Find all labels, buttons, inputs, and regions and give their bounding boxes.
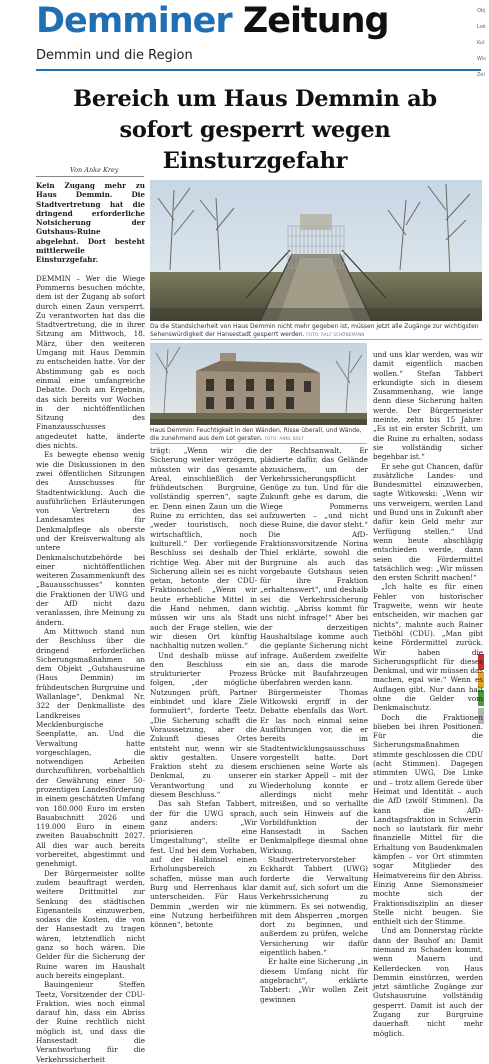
article-paragraph: Bürgermeister Thomas Witkowski ergriff in der Debatte ebenfalls das Wort. Er las noch einmal seine Ausführungen vor, die er bereits im Stadtentwicklungsausschuss vorgestellt hatte. Dort erschienen seine Worte als ein starker Appell – mit der Wiederholung konnte er allerdings nicht mehr mitreißen, und so verhallte auch sein Hinweis auf die Vorbildfunktion der Hansestadt in Sachen Denkmalpflege diesmal ohne Wirkung. bbox=[260, 687, 368, 855]
article-paragraph: Der Bürgermeister sollte zudem beauftragt werden, weitere Drittmittel zur Senkung des städtischen Eigenanteils einzuwerben, sodass die Kosten, die von der Hansestadt zu tragen wären, letztendlich nicht ganz so hoch wären. Die Gelder für die Sicherung der Ruine waren im Haushalt auch bereits eingeplant. bbox=[36, 868, 145, 980]
article-paragraph: trägt: „Wenn wir die Sicherung weiter verzögern, müssten wir das gesamte Areal, einschließlich der frühdeutschen Burgruine, vollständig sperren“, sagte er. Denn einen Zaun um die Ruine zu errichten, das sei „weder touristisch, noch wirtschaftlich, noch kulturell.“ Der vorliegende Beschluss sei deshalb der richtige Weg. Aber mit der Sicherung allein sei es nicht getan, betonte der CDU-Fraktionschef: „Wenn wir heute erhebliche Mittel in die Hand nehmen, dann müssen wir uns als Stadt auch der Frage stellen, wie wir diesen Ort künftig nachhaltig nutzen wollen.“ bbox=[150, 446, 257, 651]
ruin-photo-image bbox=[150, 343, 367, 425]
byline-rule bbox=[36, 176, 144, 177]
article-paragraph: Das sah Stefan Tabbert, der für die UWG sprach, ganz anders: „Wir priorisieren eine Umgestaltung“, stellte er fest. Und bei dem Vorhaben, auf der Halbinsel einen Erholungsbereich zu schaffen, müsse man auch Burg und Herrenhaus klar unterscheiden. Für Haus Demmin „werden wir nie eine Nutzung herbeiführen können“, betonte bbox=[150, 799, 257, 930]
article-paragraph: Er halte eine Sicherung „in diesem Umfang nicht für angebracht“, erklärte Tabbert: „Wir wollen Zeit gewinnen bbox=[260, 957, 368, 1004]
article-paragraph: Es bewegte ebenso wenig wie die Diskussionen in den zwei öffentlichen Sitzungen des Ausschusses für Stadtentwicklung. Auch die ausführlichen Erläuterungen von Vertretern des Landesamtes für Denkmalpflege als oberste und der Kreisverwaltung als untere Denkmalschutzbehörde bei einer nichtöffentlichen weiteren Zusammenkunft des „Bauausschusses“ konnten die Fraktionen der UWG und der AfD nicht dazu veranlassen, ihre Meinung zu ändern. bbox=[36, 450, 145, 627]
article-paragraph: Und am Donnerstag rückte dann der Bauhof an: Damit niemand zu Schaden kommt, wenn Mauern und Kellerdecken von Haus Demmin einstürzen, werden jetzt sämtliche Zugänge zur Gutshausruine vollständig gesperrt. Damit ist auch der Zugang zur Burgruine dauerhaft nicht mehr möglich. bbox=[373, 926, 483, 1038]
article-paragraph: der Rechtsanwalt. Er plädierte dafür, das Gelände abzusichern, um der Verkehrssicherungspflicht Genüge zu tun. Und für die Zukunft gehe es darum, die Wiege Pommerns aufzuwerten – „und nicht diese Ruine, die davor steht.“ bbox=[260, 446, 368, 530]
photo-bridge-fence[interactable] bbox=[150, 180, 482, 321]
photo2-credit: FOTO: ANKE KREY bbox=[264, 435, 304, 441]
section-tab[interactable]: Zei bbox=[477, 72, 485, 78]
article-column-2 bbox=[150, 446, 257, 929]
article-paragraph: Er sehe gut Chancen, dafür zusätzliche Landes- und Bundesmittel einzuwerben, sagte Witkowski: „Wenn wir uns verweigern, werden Land und Bund uns in Zukunft aber dafür kein Geld mehr zur Verfügung stellen.“ Und wenn heute abschlägig entschieden werde, dann seien die Fördermittel tatsächlich weg: „Wir müssen den ersten Schritt machen!“ bbox=[373, 461, 483, 583]
article-paragraph: Bauingenieur Steffen Teetz, Vorsitzender der CDU-Fraktion, wies noch einmal darauf hin, dass ein Abriss der Ruine rechtlich nicht möglich ist, und dass die Hansestadt die Verantwortung für die Verkehrssicherheit bbox=[36, 980, 145, 1064]
article-column-3 bbox=[260, 446, 368, 1004]
byline: Von Anke Krey bbox=[70, 166, 119, 174]
title-part-zeitung: Zeitung bbox=[242, 1, 389, 41]
section-tab[interactable]: Lok bbox=[477, 24, 486, 30]
photo1-caption-text: Da die Standsicherheit von Haus Demmin nicht mehr gegeben ist, müssen jetzt alle Zugänge zur wichtigsten Sehenswürdigkeit der Hansestadt gesperrt werden. bbox=[150, 323, 479, 338]
title-part-demminer: Demminer bbox=[36, 1, 232, 41]
section-tab[interactable]: Kul bbox=[477, 40, 485, 46]
photo-ruin[interactable] bbox=[150, 343, 367, 425]
article-paragraph: Die AfD-Fraktionsvorsitzende Norina Thiel erklärte, sowohl die Burgruine als auch das vorgebaute Gutshaus seien für ihre Fraktion „erhaltenswert“, und deshalb sei die Verkehrssicherung wichtig. „Abriss kommt für uns nicht infrage!“ Aber bei der derzeitigen Haushaltslage komme auch die geplante Sicherung nicht infrage. Außerdem zweifelte sie an, dass die marode Brücke mit Baufahrzeugen überfahren werden kann. bbox=[260, 529, 368, 688]
article-paragraph: und uns klar werden, was wir damit eigentlich machen wollen.“ Stefan Tabbert erkundigte sich in diesem Zusammenhang, wie lange denn diese Sicherung halten werde. Der Bürgermeister meinte, zehn bis 15 Jahre: „Es ist ein erster Schritt, um die Ruine zu erhalten, sodass sie vollständig sicher begehbar ist.“ bbox=[373, 350, 483, 462]
article-lead: Kein Zugang mehr zu Haus Demmin. Die Stadtvertretung hat die dringend erforderliche Notsicherung der Gutshaus-Ruine abgelehnt. Dort besteht mittlerweile Einsturzgefahr. bbox=[36, 181, 145, 265]
photo1-credit: FOTO: RALF SCHÖNEMANN bbox=[306, 331, 365, 337]
masthead-rule bbox=[36, 69, 481, 71]
article-paragraph: DEMMIN – Wer die Wiege Pommerns besuchen möchte, dem ist der Zugang ab sofort durch einen Zaun versperrt. Zu verantworten hat das die Stadtvertretung, die in ihrer Sitzung am Mittwoch, 18. März, über den weiteren Umgang mit Haus Demmin zu entscheiden hatte. Vor der Abstimmung gab es noch einmal eine umfangreiche Debatte. Doch am Ergebnis, das sich bereits vor Wochen in der nichtöffentlichen Sitzung des Finanzausschusses angedeutet hatte, änderte dies nichts. bbox=[36, 273, 145, 451]
photo1-caption bbox=[150, 323, 482, 338]
article-column-4 bbox=[373, 350, 483, 1038]
section-tab[interactable]: Obj bbox=[477, 8, 486, 14]
article-paragraph: Am Mittwoch stand nun der Beschluss über die dringend erforderlichen Sicherungsmaßnahmen an dem Objekt „Gutshausruine (Haus Demmin) im frühdeutschen Burgruine und Wallanlage“, Denkmal Nr. 322 der Denkmalliste des Landkreises Mecklenburgische Seenplatte, an. Und die Verwaltung hatte vorgeschlagen, die notwendigen Arbeiten durchzuführen, vorbehaltlich der Gewährung einer 50-prozentigen Landesförderung in einem geschätzten Umfang von 180.000 Euro im ersten Bauabschnitt 2026 und 119.000 Euro in einem zweiten Bauabschnitt 2027. All dies war auch bereits vorbereitet, abgestimmt und genehmigt. bbox=[36, 626, 146, 869]
caption-rule bbox=[150, 443, 367, 444]
photo2-caption bbox=[150, 427, 367, 442]
article-paragraph: „Ich halte es für einen Fehler von historischer Tragweite, wenn wir heute entscheiden, wir machen gar nichts“, mahnte auch Rainer Tietböhl (CDU). „Man gibt keine Fördermittel zurück. Wir haben die Sicherungspflicht für dieses Denkmal, und wir müssen das machen, egal wie.“ Wenn es Auflagen gibt. Nur dann halt ohne die Gelder vom Denkmalschutz. bbox=[373, 582, 483, 713]
section-subtitle: Demmin und die Region bbox=[36, 48, 193, 63]
section-tab[interactable]: Wis bbox=[477, 56, 486, 62]
newspaper-title[interactable] bbox=[36, 2, 389, 40]
article-paragraph: Doch die Fraktionen blieben bei ihren Positionen. Für die Sicherungsmaßnahmen stimmte geschlossen die CDU (acht Stimmen). Dagegen stimmten UWG, Die Linke und – trotz allem Gerede über Heimat und Identität – auch die AfD (zwölf Stimmen). Da kann die AfD-Landtagsfraktion in Schwerin noch so lautstark für mehr finanzielle Mittel für die Erhaltung von Baudenkmalen kämpfen – vor Ort stimmten sogar Mitglieder des Heimatvereins für den Abriss. Einzig Anne Siemonsmeier mochte sich der Fraktionsdisziplin an dieser Stelle nicht beugen. Sie enthielt sich der Stimme. bbox=[373, 712, 483, 927]
article-paragraph: Und deshalb müsse auf den Beschluss ein strukturierter Prozess folgen, „der mögliche Nutzungen prüft, Partner einbindet und klare Ziele formuliert“, forderte Teetz. „Die Sicherung schafft die Voraussetzung, aber die Zukunft dieses Ortes entsteht nur, wenn wir sie aktiv gestalten. Unsere Fraktion steht zu diesem Denkmal, zu unserer Verantwortung und zu diesem Beschluss.“ bbox=[150, 650, 257, 799]
bridge-photo-image bbox=[150, 180, 482, 321]
photo2-caption-text: Haus Demmin: Feuchtigkeit in den Wänden, Risse überall, und Wände, die zunehmend aus dem Lot geraten. bbox=[150, 427, 362, 442]
caption-rule bbox=[150, 339, 482, 340]
article-paragraph: Stadtvertretervorsteher Eckhardt Tabbert (UWG) forderte die Verwaltung damit auf, sich sofort um die Verkehrssicherung zu kümmern. Es sei notwendig, mit dem Absperren „morgen dort zu beginnen, und außerdem zu prüfen, welche Versicherung wir dafür eigentlich haben.“ bbox=[260, 855, 368, 958]
article-headline: Bereich um Haus Demmin ab sofort gesperrt wegen Einsturzgefahr bbox=[73, 86, 437, 174]
masthead bbox=[0, 0, 489, 70]
article-column-1 bbox=[36, 181, 145, 1064]
